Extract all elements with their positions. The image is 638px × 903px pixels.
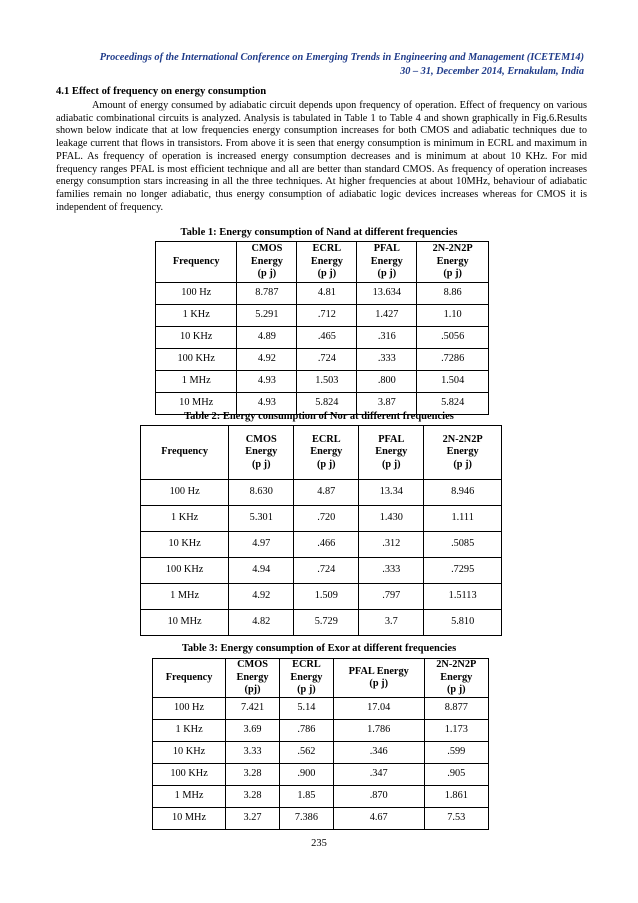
- frequency-cell: 10 MHz: [156, 393, 237, 415]
- energy-cell: .7295: [424, 558, 502, 584]
- column-header-line: 2N-2N2P: [442, 433, 483, 445]
- column-header-line: 2N-2N2P: [436, 659, 477, 671]
- table-row: [141, 480, 502, 506]
- energy-cell: 5.810: [424, 610, 502, 636]
- table-row: [141, 558, 502, 584]
- energy-cell: .466: [294, 532, 359, 558]
- energy-cell: .5056: [417, 327, 489, 349]
- header-line-2: 30 – 31, December 2014, Ernakulam, India: [400, 66, 584, 77]
- energy-cell: .724: [297, 349, 357, 371]
- column-header-line: (p j): [251, 458, 271, 470]
- energy-cell: 1.430: [359, 506, 424, 532]
- frequency-cell: 100 KHz: [156, 349, 237, 371]
- energy-cell: 4.87: [294, 480, 359, 506]
- column-header-line: Energy: [446, 446, 479, 458]
- column-header: [141, 426, 229, 480]
- table-header-row: [141, 426, 502, 480]
- energy-cell: 8.946: [424, 480, 502, 506]
- energy-cell: 3.28: [226, 786, 280, 808]
- column-header: [297, 242, 357, 283]
- column-header-line: PFAL: [373, 243, 400, 255]
- column-header-line: (p j): [377, 268, 397, 280]
- energy-cell: 7.53: [424, 808, 488, 830]
- column-header-line: ECRL: [311, 433, 341, 445]
- energy-cell: 1.173: [424, 720, 488, 742]
- energy-cell: 1.111: [424, 506, 502, 532]
- energy-cell: 1.427: [357, 305, 417, 327]
- column-header-line: Frequency: [172, 255, 220, 267]
- energy-cell: 1.10: [417, 305, 489, 327]
- table-row: [156, 349, 489, 371]
- column-header-line: (p j): [369, 678, 388, 689]
- column-header-line: (p j): [316, 458, 336, 470]
- energy-cell: 3.33: [226, 742, 280, 764]
- table-row: [156, 283, 489, 305]
- energy-cell: 4.89: [237, 327, 297, 349]
- energy-cell: .465: [297, 327, 357, 349]
- frequency-cell: 100 Hz: [156, 283, 237, 305]
- column-header-line: Energy: [370, 255, 403, 267]
- column-header-line: Energy: [310, 446, 343, 458]
- energy-cell: 4.92: [237, 349, 297, 371]
- energy-cell: .562: [279, 742, 333, 764]
- energy-cell: .712: [297, 305, 357, 327]
- energy-cell: 1.5113: [424, 584, 502, 610]
- frequency-cell: 100 KHz: [153, 764, 226, 786]
- energy-cell: .720: [294, 506, 359, 532]
- energy-cell: 1.85: [279, 786, 333, 808]
- column-header-line: CMOS: [245, 433, 277, 445]
- energy-cell: 7.386: [279, 808, 333, 830]
- frequency-cell: 100 KHz: [141, 558, 229, 584]
- energy-cell: .800: [357, 371, 417, 393]
- column-header-line: ECRL: [292, 659, 321, 671]
- page-number: 235: [311, 838, 327, 849]
- energy-cell: 3.87: [357, 393, 417, 415]
- table-row: [141, 532, 502, 558]
- column-header-line: Energy: [236, 671, 269, 683]
- energy-cell: 1.861: [424, 786, 488, 808]
- column-header-line: Energy: [440, 671, 473, 683]
- energy-cell: 4.94: [229, 558, 294, 584]
- column-header: [417, 242, 489, 283]
- column-header-line: (p j): [447, 684, 466, 696]
- column-header: [279, 659, 333, 698]
- column-header-line: Energy: [250, 255, 283, 267]
- energy-cell: 4.67: [333, 808, 424, 830]
- frequency-cell: 1 MHz: [141, 584, 229, 610]
- frequency-cell: 100 Hz: [141, 480, 229, 506]
- column-header: [424, 659, 488, 698]
- column-header: [294, 426, 359, 480]
- energy-cell: 4.92: [229, 584, 294, 610]
- energy-cell: .724: [294, 558, 359, 584]
- column-header-line: (p j): [317, 268, 337, 280]
- table-row: [153, 698, 489, 720]
- energy-cell: .312: [359, 532, 424, 558]
- frequency-cell: 10 KHz: [156, 327, 237, 349]
- table-row: [156, 371, 489, 393]
- frequency-cell: 10 MHz: [153, 808, 226, 830]
- energy-cell: 1.503: [297, 371, 357, 393]
- energy-cell: 5.824: [297, 393, 357, 415]
- column-header-line: (p j): [381, 458, 401, 470]
- column-header: [156, 242, 237, 283]
- table-row: [153, 742, 489, 764]
- table-3: [152, 658, 489, 830]
- column-header-line: Frequency: [161, 446, 208, 458]
- column-header-line: PFAL: [378, 433, 405, 445]
- energy-cell: 13.34: [359, 480, 424, 506]
- energy-cell: 1.504: [417, 371, 489, 393]
- table-1: [155, 241, 489, 415]
- energy-cell: .333: [357, 349, 417, 371]
- table-row: [141, 610, 502, 636]
- column-header-line: Energy: [245, 446, 278, 458]
- column-header: [153, 659, 226, 698]
- table-2-caption: Table 2: Energy consumption of Nor at different frequencies: [184, 411, 454, 422]
- energy-cell: 5.14: [279, 698, 333, 720]
- energy-cell: 4.93: [237, 371, 297, 393]
- energy-cell: .5085: [424, 532, 502, 558]
- energy-cell: 13.634: [357, 283, 417, 305]
- column-header: [424, 426, 502, 480]
- column-header-line: Energy: [290, 671, 323, 683]
- energy-cell: .346: [333, 742, 424, 764]
- frequency-cell: 10 KHz: [153, 742, 226, 764]
- energy-cell: .333: [359, 558, 424, 584]
- table-row: [153, 720, 489, 742]
- column-header: [226, 659, 280, 698]
- column-header-line: 2N-2N2P: [432, 243, 473, 255]
- energy-cell: 3.28: [226, 764, 280, 786]
- frequency-cell: 1 KHz: [153, 720, 226, 742]
- column-header-line: ECRL: [312, 243, 342, 255]
- section-title: 4.1 Effect of frequency on energy consumption: [56, 86, 267, 97]
- energy-cell: .347: [333, 764, 424, 786]
- column-header-line: (p j): [297, 684, 316, 696]
- frequency-cell: 1 KHz: [141, 506, 229, 532]
- energy-cell: .900: [279, 764, 333, 786]
- column-header: [333, 659, 424, 698]
- column-header: [359, 426, 424, 480]
- energy-cell: .797: [359, 584, 424, 610]
- table-row: [156, 327, 489, 349]
- energy-cell: 8.787: [237, 283, 297, 305]
- table-row: [153, 808, 489, 830]
- energy-cell: 5.824: [417, 393, 489, 415]
- energy-cell: 5.301: [229, 506, 294, 532]
- frequency-cell: 1 MHz: [153, 786, 226, 808]
- table-row: [153, 786, 489, 808]
- column-header: [357, 242, 417, 283]
- table-1-caption: Table 1: Energy consumption of Nand at different frequencies: [180, 227, 458, 238]
- proceedings-header: [24, 51, 584, 79]
- table-row: [141, 506, 502, 532]
- energy-cell: 1.509: [294, 584, 359, 610]
- energy-cell: .599: [424, 742, 488, 764]
- energy-cell: 3.69: [226, 720, 280, 742]
- energy-cell: 7.421: [226, 698, 280, 720]
- energy-cell: 8.630: [229, 480, 294, 506]
- column-header-line: CMOS: [251, 243, 283, 255]
- energy-cell: 8.86: [417, 283, 489, 305]
- frequency-cell: 100 Hz: [153, 698, 226, 720]
- column-header-line: (p j): [453, 458, 472, 470]
- energy-cell: 8.877: [424, 698, 488, 720]
- energy-cell: .905: [424, 764, 488, 786]
- energy-cell: 4.97: [229, 532, 294, 558]
- table-3-caption: Table 3: Energy consumption of Exor at different frequencies: [181, 643, 457, 654]
- energy-cell: 3.7: [359, 610, 424, 636]
- energy-cell: 4.81: [297, 283, 357, 305]
- energy-cell: .870: [333, 786, 424, 808]
- table-header-row: [156, 242, 489, 283]
- energy-cell: 5.291: [237, 305, 297, 327]
- column-header: [237, 242, 297, 283]
- frequency-cell: 10 MHz: [141, 610, 229, 636]
- energy-cell: 4.93: [237, 393, 297, 415]
- table-row: [153, 764, 489, 786]
- column-header-line: Energy: [436, 255, 469, 267]
- column-header-line: CMOS: [237, 659, 268, 671]
- table-row: [156, 305, 489, 327]
- column-header: [229, 426, 294, 480]
- energy-cell: 3.27: [226, 808, 280, 830]
- column-header-line: (p j): [257, 268, 277, 280]
- frequency-cell: 1 MHz: [156, 371, 237, 393]
- energy-cell: 5.729: [294, 610, 359, 636]
- column-header-line: Energy: [375, 446, 408, 458]
- energy-cell: .316: [357, 327, 417, 349]
- header-line-1: Proceedings of the International Conference on Emerging Trends in Engineering and Management (ICETEM14): [99, 52, 584, 63]
- energy-cell: 17.04: [333, 698, 424, 720]
- energy-cell: .786: [279, 720, 333, 742]
- frequency-cell: 1 KHz: [156, 305, 237, 327]
- column-header-line: Energy: [310, 255, 343, 267]
- column-header-line: (pj): [244, 684, 261, 696]
- column-header-line: PFAL Energy: [348, 665, 409, 677]
- table-row: [141, 584, 502, 610]
- table-2: [140, 425, 502, 636]
- table-header-row: [153, 659, 489, 698]
- energy-cell: 1.786: [333, 720, 424, 742]
- column-header-line: Frequency: [165, 671, 213, 683]
- section-paragraph: Amount of energy consumed by adiabatic circuit depends upon frequency of operation. Effect of frequency on various adiabatic combinational circuits is analyzed. Analysis is tabulated in Table 1 to Table 4 and shown graphically in Fig.6.Results shown below indicate that at low frequencies energy consumption increases for both CMOS and adiabatic techniques due to leakage current that flows in transistors. From above it is seen that energy consumption is minimum in ECRL and maximum in PFAL. As frequency of operation is increased energy consumption decreases and is minimum at about 10 KHz. For mid frequency ranges PFAL is most efficient technique and all are better than standard CMOS. As frequency of operation increases energy consumption stars increasing in all the three techniques. At higher frequencies at about 10MHz, behaviour of adiabatic families remain no longer adiabatic, thus energy consumption of adiabatic logic devices increases whereas for CMOS it is independent of frequency.: [56, 100, 587, 213]
- column-header-line: (p j): [443, 268, 462, 280]
- frequency-cell: 10 KHz: [141, 532, 229, 558]
- energy-cell: 4.82: [229, 610, 294, 636]
- energy-cell: .7286: [417, 349, 489, 371]
